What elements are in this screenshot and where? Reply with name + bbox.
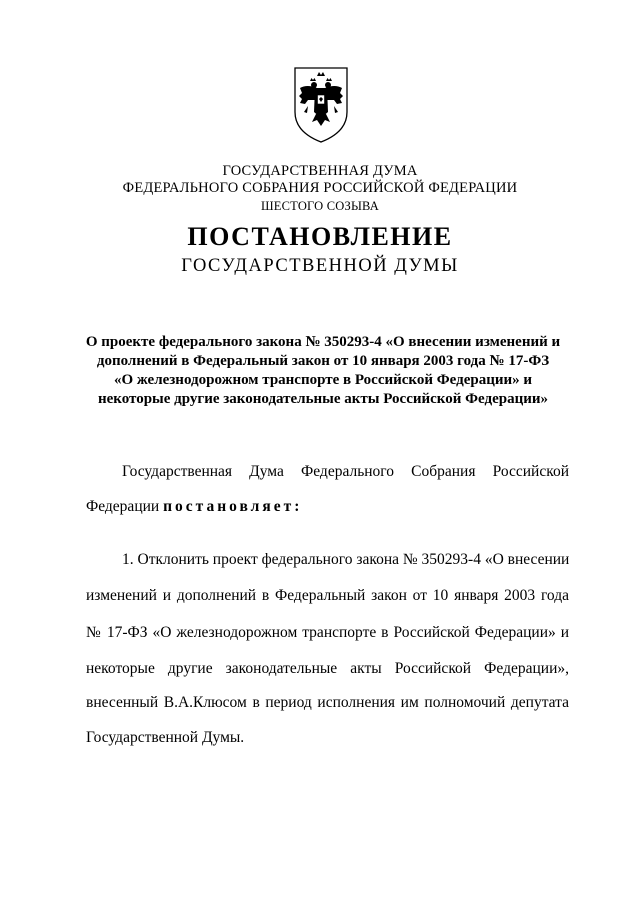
decision-word: постановляет: xyxy=(163,498,303,515)
document-type-subtitle: ГОСУДАРСТВЕННОЙ ДУМЫ xyxy=(181,256,459,276)
subject-line: «О железнодорожном транспорте в Российской Федерации» и xyxy=(113,372,533,388)
preamble-text: Федерации xyxy=(86,498,164,515)
item-1-line: № 17-ФЗ «О железнодорожном транспорте в Российской Федерации» и xyxy=(86,624,569,641)
item-1-line: изменений и дополнений в Федеральный закон от 10 января 2003 года xyxy=(86,587,569,604)
subject-line: некоторые другие законодательные акты Российской Федерации» xyxy=(97,391,548,407)
assembly-name: ФЕДЕРАЛЬНОГО СОБРАНИЯ РОССИЙСКОЙ ФЕДЕРАЦИИ xyxy=(122,180,518,196)
subject-line: дополнений в Федеральный закон от 10 января 2003 года № 17-ФЗ xyxy=(96,353,550,369)
preamble-line xyxy=(86,462,569,482)
parliament-name: ГОСУДАРСТВЕННАЯ ДУМА xyxy=(222,163,418,179)
document-subject xyxy=(80,333,566,409)
item-1-line: внесенный В.А.Клюсом в период исполнения им полномочий депутата xyxy=(86,694,569,711)
state-emblem-icon xyxy=(293,66,349,144)
subject-line: О проекте федерального закона № 350293-4 «О внесении изменений и xyxy=(85,334,561,350)
document-type-title: ПОСТАНОВЛЕНИЕ xyxy=(187,222,453,251)
item-1-line: некоторые другие законодательные акты Российской Федерации», xyxy=(86,660,569,677)
preamble-line xyxy=(86,497,569,517)
item-1-line: Государственной Думы. xyxy=(86,729,245,746)
preamble-text: Государственная Дума Федерального Собрания Российской xyxy=(122,463,569,480)
convocation: ШЕСТОГО СОЗЫВА xyxy=(260,199,380,213)
item-1-line: 1. Отклонить проект федерального закона № 350293-4 «О внесении xyxy=(122,551,570,568)
